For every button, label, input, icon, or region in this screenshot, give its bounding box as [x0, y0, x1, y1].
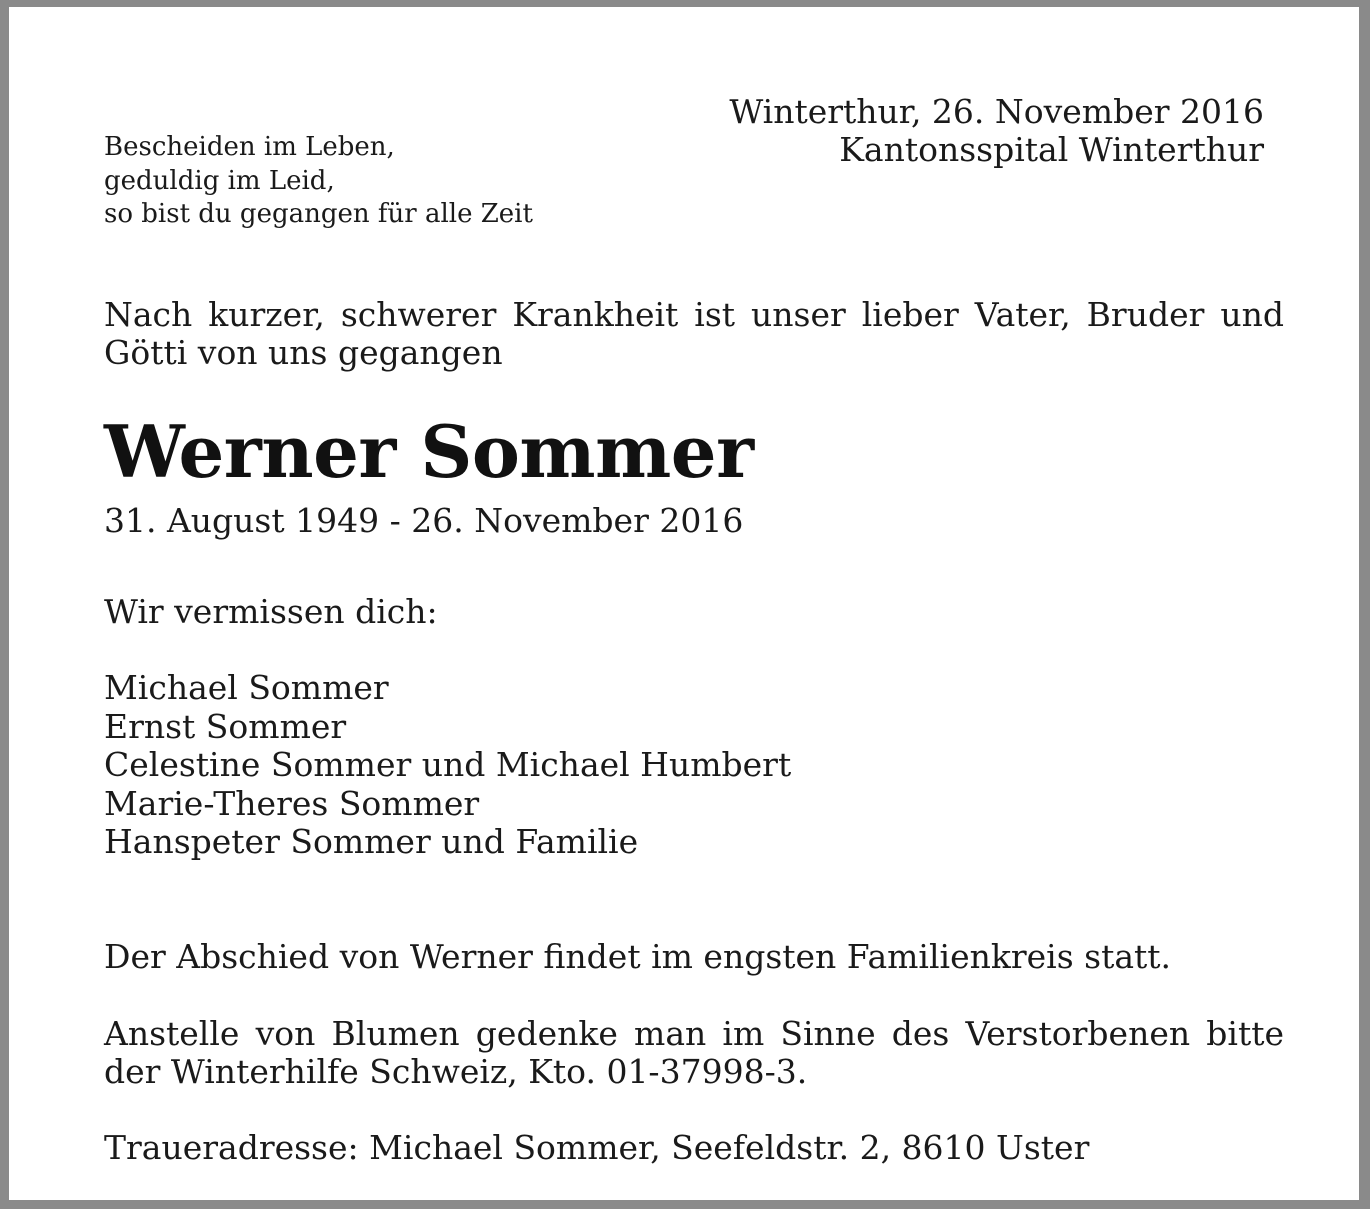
life-dates: 31. August 1949 - 26. November 2016: [104, 501, 744, 540]
poem-line: so bist du gegangen für alle Zeit: [104, 199, 533, 230]
mourner-name: Marie-Theres Sommer: [104, 783, 480, 823]
mourning-address: Traueradresse: Michael Sommer, Seefeldstr. 2, 8610 Uster: [104, 1128, 1090, 1167]
mourner-name: Michael Sommer: [104, 668, 389, 707]
donation-text: Anstelle von Blumen gedenke man im Sinne des Verstorbenen bitte der Winterhilfe Schweiz, Kto. 01-37998-3.: [104, 1014, 1284, 1091]
mourner-name: Celestine Sommer und Michael Humbert: [104, 745, 792, 784]
memorial-poem: [104, 131, 533, 232]
mourner-name: Ernst Sommer: [104, 706, 347, 746]
deceased-name: Werner Sommer: [104, 409, 754, 494]
location-line: Kantonsspital Winterthur: [839, 130, 1264, 169]
mourner-name: Hanspeter Sommer und Familie: [104, 822, 639, 861]
place-date-line: Winterthur, 26. November 2016: [729, 92, 1264, 131]
farewell-text: Der Abschied von Werner findet im engsten Familienkreis statt.: [104, 937, 1172, 976]
place-and-date: [729, 93, 1264, 169]
mourners-heading: Wir vermissen dich:: [104, 592, 438, 631]
poem-line: geduldig im Leid,: [104, 165, 335, 196]
intro-text: Nach kurzer, schwerer Krankheit ist unser lieber Vater, Bruder und Götti von uns gegangen: [104, 295, 1284, 372]
poem-line: Bescheiden im Leben,: [104, 132, 395, 162]
mourners-list: [104, 669, 791, 862]
